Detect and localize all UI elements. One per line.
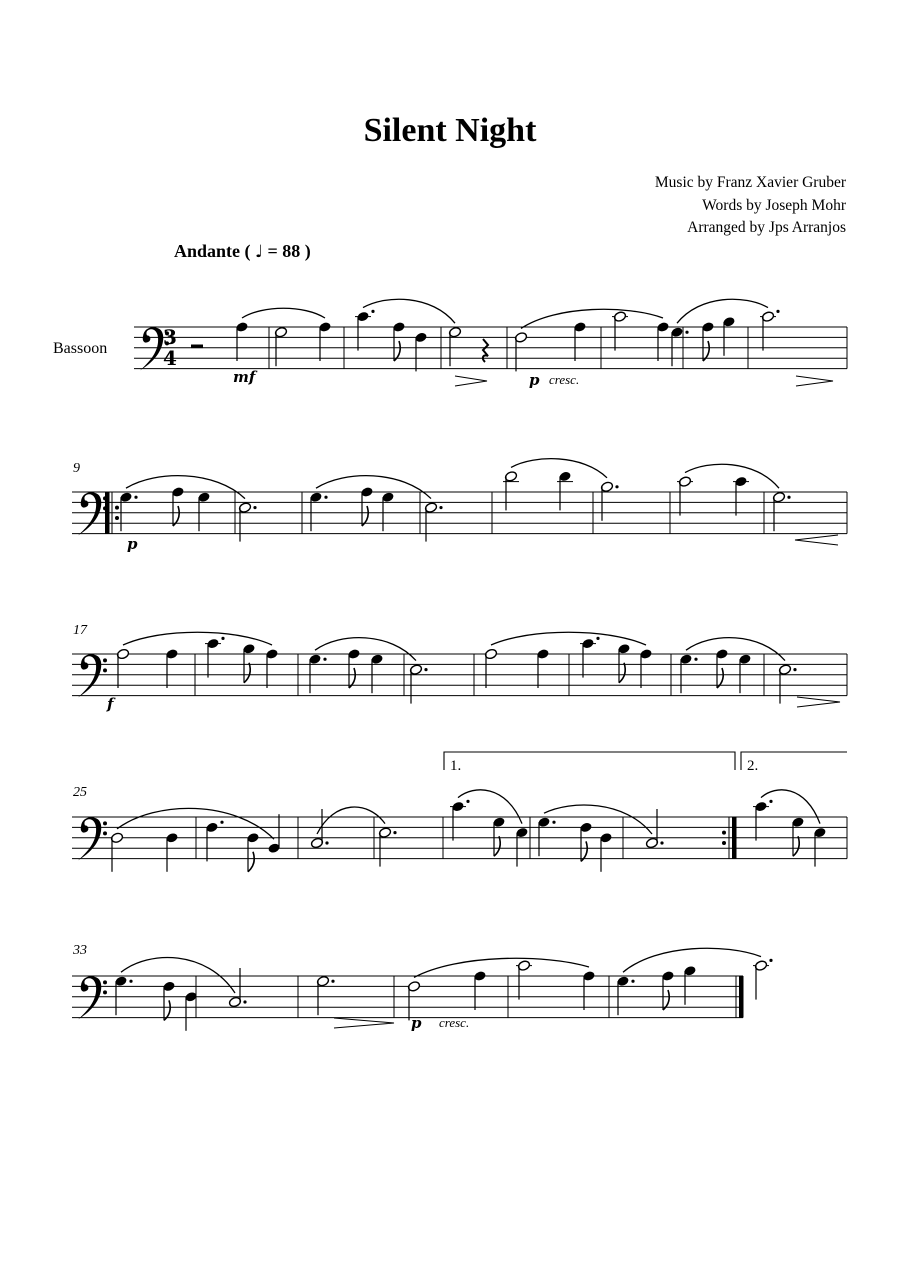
instrument-name: Bassoon [53,340,108,357]
note [639,648,652,688]
slur [686,638,785,661]
note [515,827,528,867]
note [424,502,442,542]
dot [685,331,688,334]
dot [769,800,772,803]
note [516,960,532,1000]
slur [761,790,820,824]
note [355,310,375,351]
flag [619,663,625,683]
note [360,486,373,526]
slur [491,632,646,645]
tempo-prefix: Andante ( [174,241,251,261]
note [616,975,634,1015]
bass-clef-icon [78,976,107,1019]
note [492,816,505,856]
page-title: Silent Night [363,112,537,149]
note [612,311,628,351]
dynamic-piano: p [411,1014,422,1032]
note [165,648,178,688]
dot [331,980,334,983]
note [557,471,573,511]
dot [243,1000,246,1003]
note [656,321,669,361]
note [813,827,826,867]
note [670,326,688,366]
note [450,800,470,841]
slur [458,790,522,824]
slur [121,958,235,993]
slur [544,805,652,834]
note [414,332,427,372]
note [205,821,223,862]
note [661,970,674,1010]
note [246,832,259,872]
half-rest [191,345,203,349]
dot [615,485,618,488]
note [599,832,612,872]
dot [694,658,697,661]
time-signature-top: 3 [163,325,177,349]
note [677,476,693,516]
note [205,637,225,678]
dot [220,821,223,824]
dot [325,841,328,844]
bass-clef-icon [78,817,107,860]
decrescendo-hairpin [455,376,487,386]
note [679,653,697,693]
dot [439,506,442,509]
note [162,981,175,1021]
dynamic-piano: p [529,371,540,389]
note [309,491,327,531]
slur [242,308,325,318]
dot [793,668,796,671]
measure-number: 33 [73,943,87,958]
flag [248,852,254,872]
note [274,326,287,366]
note [378,827,396,867]
slur [511,459,607,478]
cresc-marking: cresc. [549,372,580,387]
repeat-barline [732,817,737,859]
dot [393,831,396,834]
note [772,491,790,531]
note [753,800,773,841]
dot [787,496,790,499]
arranger-credit: Arranged by Jps Arranjos [687,219,846,236]
bass-clef-icon [78,492,107,535]
dot [253,506,256,509]
dot [631,980,634,983]
note [715,648,728,688]
note [791,816,804,856]
volta-label-2: 2. [747,758,759,774]
time-signature-bottom: 4 [163,346,177,370]
note [738,653,751,693]
dot [221,637,224,640]
note [114,975,132,1015]
flag [494,836,500,856]
note [579,822,592,862]
note [473,970,486,1010]
note [701,321,714,361]
dot [323,658,326,661]
flag [244,663,250,683]
dot [596,637,599,640]
repeat-barline-icon [115,516,119,520]
note [392,321,405,361]
note [580,637,600,678]
dot [129,980,132,983]
note [235,321,248,361]
dot [134,496,137,499]
dot [466,800,469,803]
note [503,471,519,511]
note [536,648,549,688]
lyricist-credit: Words by Joseph Mohr [702,197,846,214]
note [110,832,123,872]
note [370,653,383,693]
volta-label-1: 1. [450,758,462,774]
dot [324,496,327,499]
note [537,816,555,856]
decrescendo-hairpin [796,376,833,386]
slur [317,807,385,834]
note [119,491,137,531]
tempo-bpm: = 88 ) [267,241,311,261]
note [165,832,178,872]
note [381,491,394,531]
note [116,648,129,688]
measure-number: 17 [73,623,87,638]
repeat-barline-icon [722,841,726,845]
flag [793,836,799,856]
repeat-barline-icon [722,831,726,835]
note [308,653,326,693]
note [760,310,780,351]
dot [552,821,555,824]
dynamic-forte: f [107,695,114,713]
slur [414,958,589,977]
dot [424,668,427,671]
measure-number: 25 [73,785,87,800]
note [600,481,618,521]
note [573,321,586,361]
dynamic-piano: p [127,535,138,553]
note [753,959,773,1000]
decrescendo-hairpin [334,1018,394,1028]
decrescendo-hairpin [797,697,840,707]
repeat-barline [105,492,110,534]
note [722,316,735,356]
note [617,643,630,683]
crescendo-hairpin [795,535,838,545]
note [778,664,796,704]
bass-clef-icon [78,654,107,697]
dot [769,959,772,962]
dot [371,310,374,313]
note [318,321,331,361]
cresc-marking: cresc. [439,1015,470,1030]
note [197,491,210,531]
repeat-barline-icon [115,506,119,510]
note [242,643,255,683]
final-barline [739,976,744,1018]
slur [363,299,455,323]
composer-credit: Music by Franz Xavier Gruber [654,174,846,191]
note [448,326,461,366]
dot [776,310,779,313]
slur [126,476,245,499]
slur [677,299,768,323]
dot [660,841,663,844]
note [409,664,427,704]
note [514,332,527,372]
note [484,648,497,688]
note [347,648,360,688]
slur [521,309,663,328]
note [171,486,184,526]
volta-bracket-1 [444,752,735,770]
slur [123,632,272,645]
slur [685,464,779,488]
note [683,965,696,1005]
note [733,476,749,516]
slur [315,638,416,661]
slur [316,476,431,499]
dynamic-mezzo-forte: mf [233,368,256,386]
note [238,502,256,542]
note [316,975,334,1015]
note [265,648,278,688]
measure-number: 9 [73,461,80,476]
quarter-note-icon: ♩ [255,242,264,262]
note [582,970,595,1010]
